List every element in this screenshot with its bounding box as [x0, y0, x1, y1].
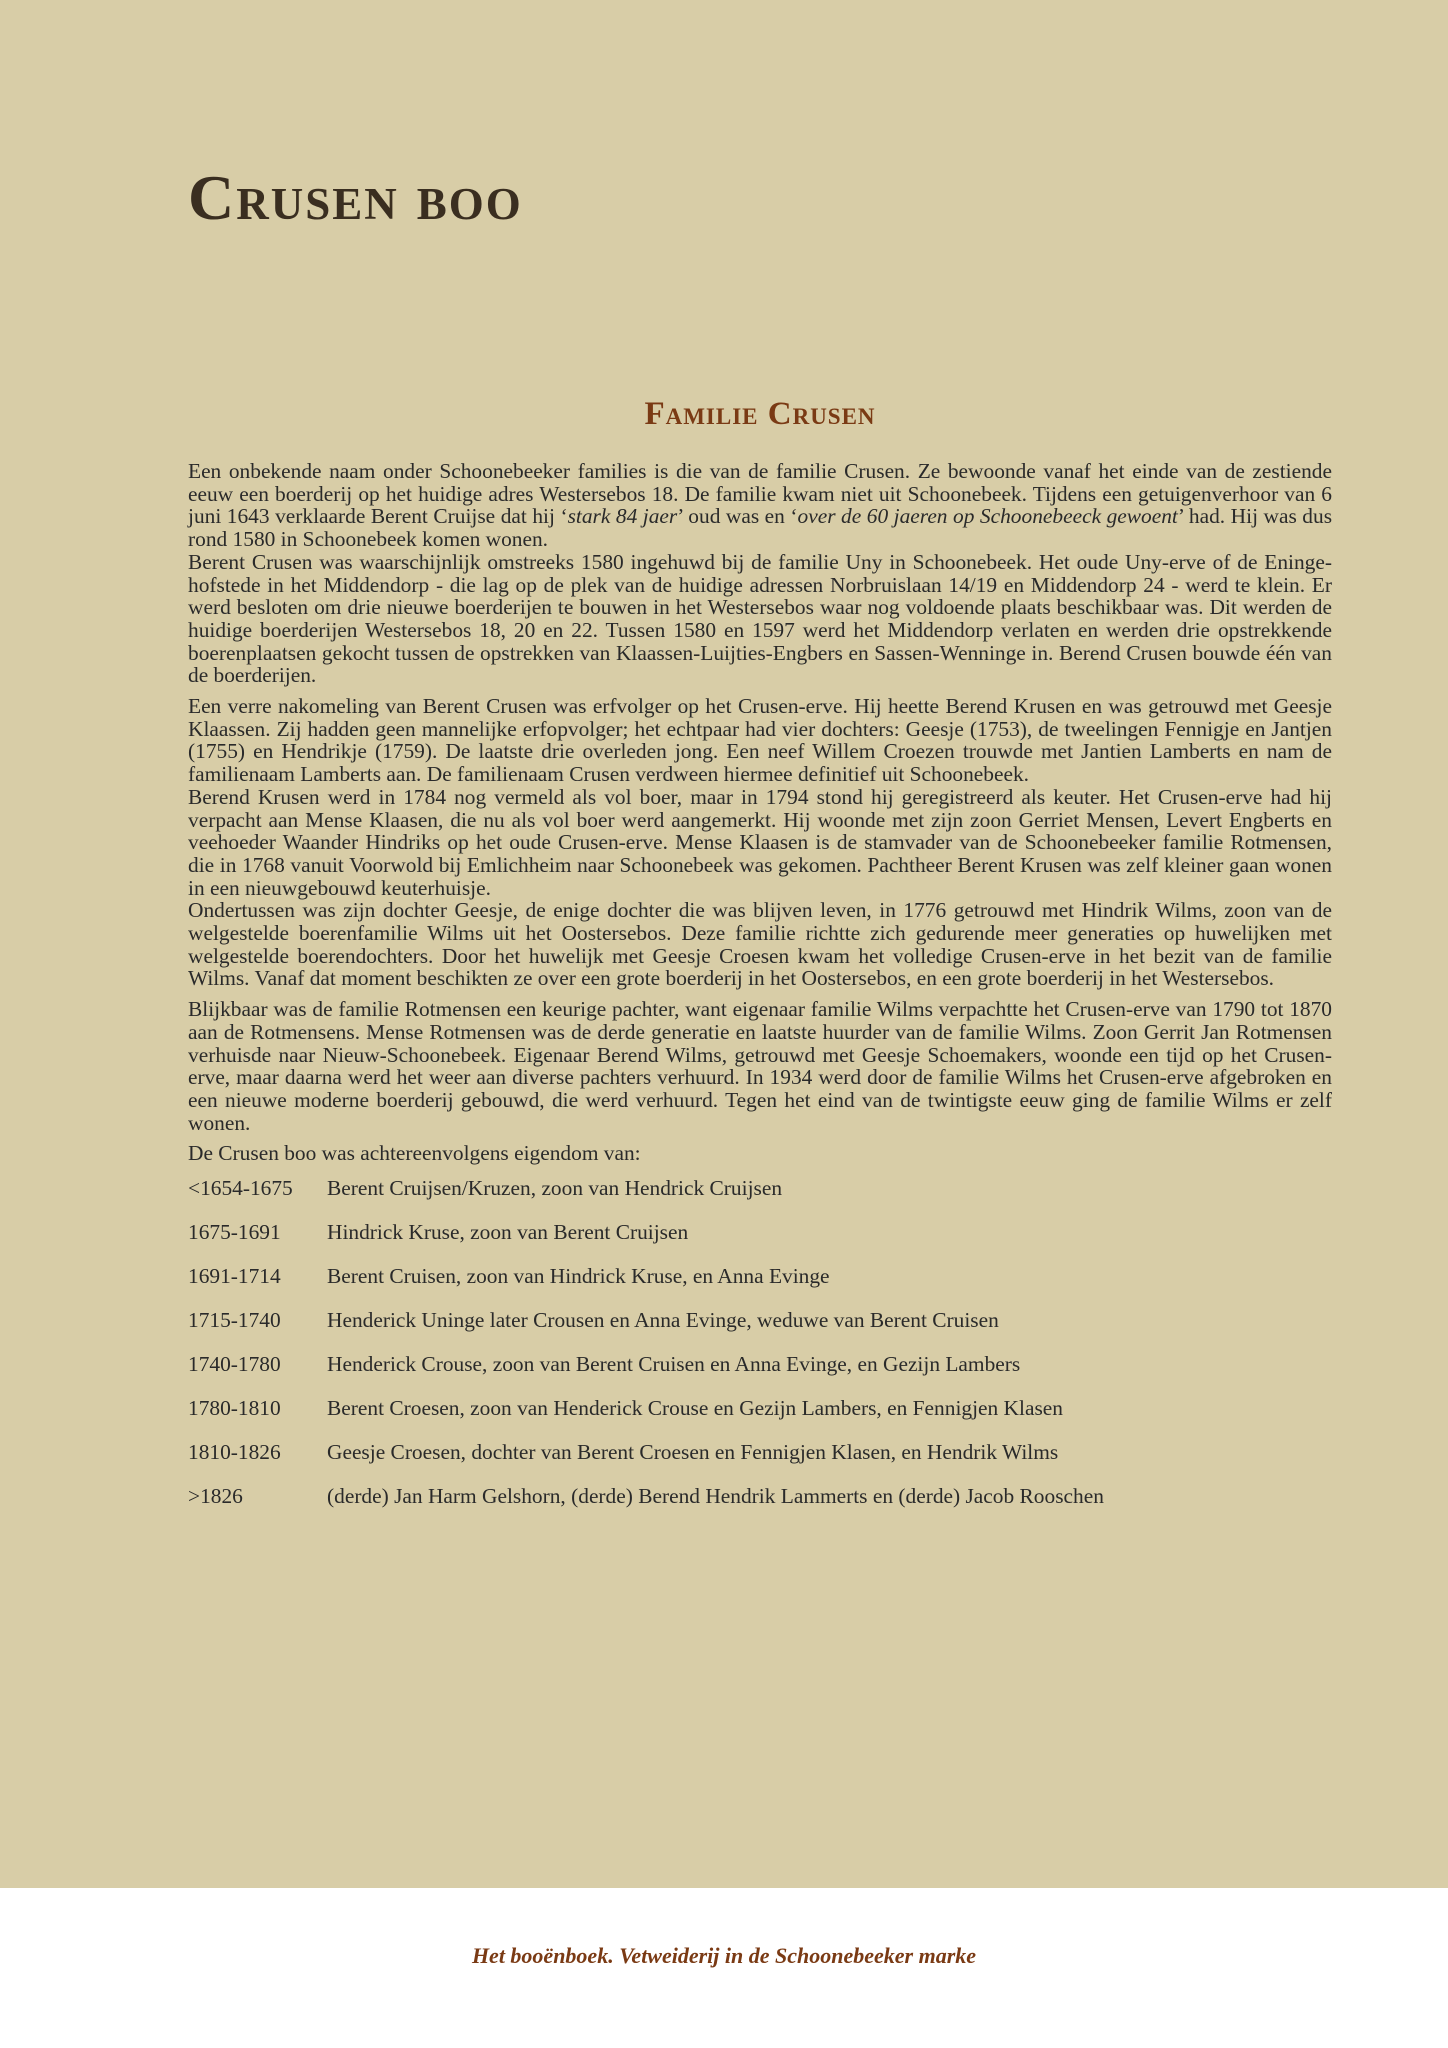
owner-period: 1691-1714	[188, 1264, 281, 1289]
paragraph-text: ’ oud was en ‘	[677, 504, 798, 529]
owner-description: Berent Croesen, zoon van Henderick Crouse en Gezijn Lambers, en Fennigjen Klasen	[327, 1396, 1063, 1421]
owner-row	[188, 1221, 1332, 1265]
chapter-title: Crusen boo	[188, 162, 523, 233]
section-title: Familie Crusen	[644, 396, 876, 432]
owner-row	[188, 1441, 1332, 1485]
owner-description: Hindrick Kruse, zoon van Berent Cruijsen	[327, 1220, 689, 1245]
paragraph: Ondertussen was zijn dochter Geesje, de enige dochter die was blijven leven, in 1776 getrouwd met Hindrik Wilms, zoon van de welgestelde boerenfamilie Wilms uit het Oostersebos. Deze familie richtte zich gedurende meer generaties op huwelijken met welgestelde boerendochters. Door het huwelijk met Geesje Croesen kwam het volledige Crusen-erve in het bezit van de familie Wilms. Vanaf dat moment beschikten ze over een grote boerderij in het Oostersebos, en een grote boerderij in het Westersebos.	[188, 898, 1332, 991]
owner-description: (derde) Jan Harm Gelshorn, (derde) Berend Hendrik Lammerts en (derde) Jacob Rooschen	[327, 1484, 1104, 1509]
owners-list	[188, 1177, 1332, 1529]
owner-period: >1826	[188, 1484, 243, 1509]
quote: stark 84 jaer	[567, 504, 678, 529]
owner-period: 1780-1810	[188, 1396, 281, 1421]
owner-period: 1740-1780	[188, 1352, 281, 1377]
owner-description: Berent Cruisen, zoon van Hindrick Kruse, en Anna Evinge	[327, 1264, 830, 1289]
owner-description: Geesje Croesen, dochter van Berent Croesen en Fennigjen Klasen, en Hendrik Wilms	[327, 1440, 1059, 1465]
owner-row	[188, 1485, 1332, 1529]
paragraph	[188, 460, 1332, 551]
owner-period: <1654-1675	[188, 1176, 293, 1201]
owner-description: Berent Cruijsen/Kruzen, zoon van Hendrick Cruijsen	[327, 1176, 783, 1201]
owner-period: 1675-1691	[188, 1220, 281, 1245]
quote: over de 60 jaeren op Schoonebeeck gewoent	[797, 504, 1178, 529]
owner-row	[188, 1397, 1332, 1441]
paragraph: Blijkbaar was de familie Rotmensen een keurige pachter, want eigenaar familie Wilms verpachtte het Crusen-erve van 1790 tot 1870 aan de Rotmensens. Mense Rotmensen was de derde generatie en laatste huurder van de familie Wilms. Zoon Gerrit Jan Rotmensen verhuisde naar Nieuw-Schoonebeek. Eigenaar Berend Wilms, getrouwd met Geesje Schoemakers, woonde een tijd op het Crusen-erve, maar daarna werd het weer aan diverse pachters verhuurd. In 1934 werd door de familie Wilms het Crusen-erve afgebroken en een nieuwe moderne boerderij gebouwd, die werd verhuurd. Tegen het eind van de twintigste eeuw ging de familie Wilms er zelf wonen.	[188, 997, 1332, 1135]
running-footer: Het booënboek. Vetweiderij in de Schoonebeeker marke	[471, 1943, 977, 1968]
owner-row	[188, 1265, 1332, 1309]
owner-row	[188, 1353, 1332, 1397]
owner-row	[188, 1309, 1332, 1353]
owners-intro: De Crusen boo was achtereenvolgens eigendom van:	[188, 1141, 641, 1166]
owner-description: Henderick Crouse, zoon van Berent Cruisen en Anna Evinge, en Gezijn Lambers	[327, 1352, 1021, 1377]
owner-period: 1715-1740	[188, 1308, 281, 1333]
body-text	[188, 460, 1332, 1529]
paragraph-text: Een onbekende naam onder Schoonebeeker families is die van de familie Crusen. Ze bewoonde vanaf het einde van de zestiende eeuw een boerderij op het huidige adres Westersebos 18. De familie kwam niet uit Schoonebeek. Tijdens een getuigenverhoor van 6 juni 1643 verklaarde Berent Cruijse dat hij ‘	[188, 459, 1332, 529]
owner-row	[188, 1177, 1332, 1221]
owner-period: 1810-1826	[188, 1440, 281, 1465]
paragraph: Berent Crusen was waarschijnlijk omstreeks 1580 ingehuwd bij de familie Uny in Schoonebeek. Het oude Uny-erve of de Eninge-hofstede in het Middendorp - die lag op de plek van de huidige adressen Norbruislaan 14/19 en Middendorp 24 - werd te klein. Er werd besloten om drie nieuwe boerderijen te bouwen in het Westersebos waar nog voldoende plaats beschikbaar was. Dit werden de huidige boerderijen Westersebos 18, 20 en 22. Tussen 1580 en 1597 werd het Middendorp verlaten en werden drie opstrekkende boerenplaatsen gekocht tussen de opstrekken van Klaassen-Luijties-Engbers en Sassen-Wenninge in. Berend Crusen bouwde één van de boerderijen.	[188, 549, 1332, 688]
paragraph-text: ’ had. Hij was dus rond 1580 in Schoonebeek komen wonen.	[188, 504, 1333, 552]
owner-description: Henderick Uninge later Crousen en Anna Evinge, weduwe van Berent Cruisen	[327, 1308, 999, 1333]
paragraph: Een verre nakomeling van Berent Crusen was erfvolger op het Crusen-erve. Hij heette Berend Krusen en was getrouwd met Geesje Klaassen. Zij hadden geen mannelijke erfopvolger; het echtpaar had vier dochters: Geesje (1753), de tweelingen Fennigje en Jantjen (1755) en Hendrikje (1759). De laatste drie overleden jong. Een neef Willem Croezen trouwde met Jantien Lamberts en nam de familienaam Lamberts aan. De familienaam Crusen verdween hiermee definitief uit Schoonebeek.	[188, 694, 1332, 787]
paragraph: Berend Krusen werd in 1784 nog vermeld als vol boer, maar in 1794 stond hij geregistreerd als keuter. Het Crusen-erve had hij verpacht aan Mense Klaasen, die nu als vol boer werd aangemerkt. Hij woonde met zijn zoon Gerriet Mensen, Levert Engberts en veehoeder Waander Hindriks op het oude Crusen-erve. Mense Klaasen is de stamvader van de Schoonebeeker familie Rotmensen, die in 1768 vanuit Voorwold bij Emlichheim naar Schoonebeek was gekomen. Pachtheer Berent Krusen was zelf kleiner gaan wonen in een nieuwgebouwd keuterhuisje.	[188, 784, 1332, 900]
